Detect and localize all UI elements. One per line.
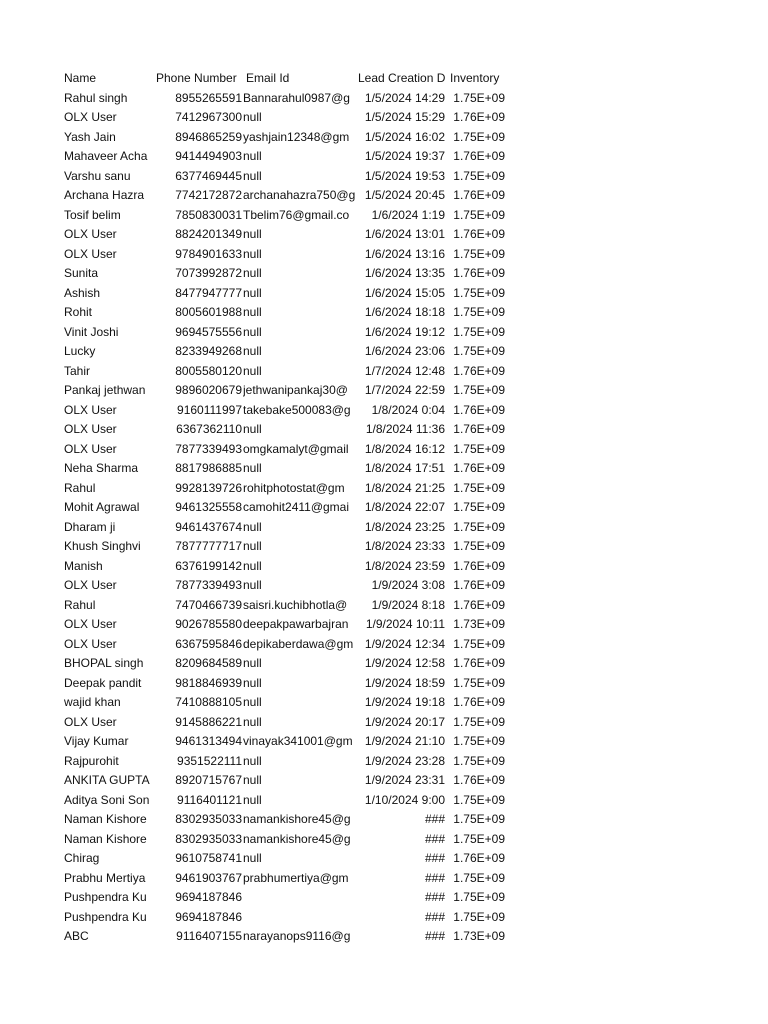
cell-lead-date[interactable]: 1/5/2024 19:37 bbox=[364, 149, 445, 163]
cell-phone[interactable]: 9461325558 bbox=[175, 500, 242, 514]
cell-name[interactable]: Manish bbox=[64, 558, 103, 573]
cell-inventory[interactable]: 1.75E+09 bbox=[453, 324, 505, 339]
cell-lead-date[interactable]: 1/9/2024 19:18 bbox=[364, 695, 445, 709]
cell-lead-date[interactable]: 1/8/2024 22:07 bbox=[364, 500, 445, 514]
cell-name[interactable]: OLX User bbox=[64, 246, 117, 261]
cell-phone[interactable]: 9160111997 bbox=[177, 402, 242, 417]
cell-lead-date[interactable]: 1/9/2024 10:11 bbox=[365, 617, 445, 631]
cell-lead-date[interactable]: ### bbox=[424, 870, 445, 885]
cell-email[interactable]: null bbox=[243, 422, 262, 436]
cell-phone[interactable]: 8477947777 bbox=[175, 285, 242, 300]
cell-lead-date[interactable]: 1/6/2024 13:16 bbox=[364, 246, 445, 261]
cell-inventory[interactable]: 1.76E+09 bbox=[453, 149, 505, 163]
cell-phone[interactable]: 8946865259 bbox=[175, 129, 242, 144]
cell-name[interactable]: Archana Hazra bbox=[64, 188, 145, 202]
cell-name[interactable]: Pushpendra Ku bbox=[64, 909, 147, 924]
cell-lead-date[interactable]: 1/9/2024 20:17 bbox=[364, 714, 445, 729]
cell-lead-date[interactable]: 1/8/2024 21:25 bbox=[364, 480, 445, 495]
cell-phone[interactable]: 9694575556 bbox=[175, 324, 242, 339]
cell-email[interactable]: null bbox=[243, 539, 262, 553]
cell-lead-date[interactable]: 1/8/2024 23:33 bbox=[364, 539, 445, 553]
cell-email[interactable]: namankishore45@g bbox=[243, 812, 351, 826]
cell-inventory[interactable]: 1.76E+09 bbox=[453, 422, 505, 436]
cell-phone[interactable]: 7877339493 bbox=[175, 578, 242, 592]
cell-name[interactable]: wajid khan bbox=[64, 695, 121, 709]
cell-inventory[interactable]: 1.75E+09 bbox=[453, 168, 505, 183]
cell-email[interactable]: null bbox=[243, 227, 262, 241]
cell-name[interactable]: Rahul bbox=[64, 480, 96, 495]
cell-inventory[interactable]: 1.76E+09 bbox=[453, 461, 505, 475]
cell-lead-date[interactable]: ### bbox=[424, 909, 445, 924]
cell-name[interactable]: OLX User bbox=[64, 714, 117, 729]
cell-email[interactable]: null bbox=[243, 266, 262, 280]
cell-phone[interactable]: 7410888105 bbox=[175, 695, 242, 709]
cell-lead-date[interactable]: 1/6/2024 15:05 bbox=[364, 285, 445, 300]
cell-phone[interactable]: 8005601988 bbox=[175, 305, 242, 319]
cell-lead-date[interactable]: ### bbox=[424, 851, 445, 865]
cell-email[interactable]: Tbelim76@gmail.co bbox=[243, 207, 350, 222]
cell-name[interactable]: Naman Kishore bbox=[64, 831, 147, 846]
cell-name[interactable]: Rohit bbox=[64, 305, 93, 319]
cell-inventory[interactable]: 1.76E+09 bbox=[453, 578, 505, 592]
cell-inventory[interactable]: 1.75E+09 bbox=[453, 90, 505, 105]
cell-inventory[interactable]: 1.75E+09 bbox=[453, 539, 505, 553]
cell-phone[interactable]: 6376199142 bbox=[175, 558, 242, 573]
cell-name[interactable]: Prabhu Mertiya bbox=[64, 870, 146, 885]
cell-lead-date[interactable]: 1/9/2024 12:58 bbox=[364, 656, 445, 670]
cell-email[interactable]: null bbox=[243, 344, 262, 358]
cell-email[interactable]: null bbox=[243, 656, 262, 670]
cell-name[interactable]: Lucky bbox=[64, 344, 96, 358]
cell-phone[interactable]: 9116401121 bbox=[177, 792, 242, 807]
cell-phone[interactable]: 6377469445 bbox=[175, 168, 242, 183]
cell-inventory[interactable]: 1.75E+09 bbox=[453, 831, 505, 846]
cell-email[interactable]: namankishore45@g bbox=[243, 831, 351, 846]
cell-name[interactable]: OLX User bbox=[64, 578, 117, 592]
cell-name[interactable]: Varshu sanu bbox=[64, 168, 131, 183]
cell-phone[interactable]: 9928139726 bbox=[175, 480, 242, 495]
cell-lead-date[interactable]: 1/9/2024 12:34 bbox=[364, 636, 445, 651]
cell-phone[interactable]: 9461313494 bbox=[175, 734, 242, 748]
cell-name[interactable]: OLX User bbox=[64, 422, 117, 436]
cell-phone[interactable]: 8824201349 bbox=[175, 227, 242, 241]
cell-inventory[interactable]: 1.75E+09 bbox=[453, 792, 505, 807]
cell-lead-date[interactable]: 1/6/2024 23:06 bbox=[364, 344, 445, 358]
cell-lead-date[interactable]: 1/6/2024 19:12 bbox=[364, 324, 445, 339]
cell-phone[interactable]: 9145886221 bbox=[175, 714, 242, 729]
cell-phone[interactable]: 9818846939 bbox=[175, 675, 242, 690]
cell-phone[interactable]: 9116407155 bbox=[176, 929, 242, 943]
cell-inventory[interactable]: 1.75E+09 bbox=[453, 285, 505, 300]
cell-phone[interactable]: 8955265591 bbox=[175, 90, 242, 105]
cell-lead-date[interactable]: 1/6/2024 18:18 bbox=[364, 305, 445, 319]
cell-lead-date[interactable]: 1/7/2024 12:48 bbox=[364, 363, 445, 378]
cell-phone[interactable]: 7877339493 bbox=[175, 441, 242, 456]
cell-lead-date[interactable]: 1/6/2024 13:35 bbox=[364, 266, 445, 280]
cell-inventory[interactable]: 1.75E+09 bbox=[453, 909, 505, 924]
cell-email[interactable]: rohitphotostat@gm bbox=[243, 480, 345, 495]
cell-inventory[interactable]: 1.75E+09 bbox=[453, 675, 505, 690]
cell-phone[interactable]: 9784901633 bbox=[175, 246, 242, 261]
cell-name[interactable]: OLX User bbox=[64, 441, 117, 456]
cell-phone[interactable]: 7877777717 bbox=[175, 539, 242, 553]
cell-inventory[interactable]: 1.76E+09 bbox=[453, 558, 505, 573]
cell-email[interactable]: takebake500083@g bbox=[243, 402, 351, 417]
cell-name[interactable]: Vijay Kumar bbox=[64, 734, 129, 748]
cell-email[interactable]: depikaberdawa@gm bbox=[243, 636, 354, 651]
cell-phone[interactable]: 6367362110 bbox=[176, 422, 242, 436]
cell-inventory[interactable]: 1.73E+09 bbox=[453, 929, 505, 943]
cell-email[interactable]: omgkamalyt@gmail bbox=[243, 441, 349, 456]
header-inventory[interactable]: Inventory bbox=[450, 71, 500, 85]
cell-email[interactable]: null bbox=[243, 578, 262, 592]
cell-phone[interactable]: 9461903767 bbox=[175, 870, 242, 885]
cell-lead-date[interactable]: 1/8/2024 11:36 bbox=[365, 422, 445, 436]
cell-email[interactable]: null bbox=[243, 558, 262, 573]
cell-inventory[interactable]: 1.75E+09 bbox=[453, 812, 505, 826]
cell-email[interactable]: null bbox=[243, 792, 262, 807]
cell-inventory[interactable]: 1.75E+09 bbox=[453, 753, 505, 768]
cell-lead-date[interactable]: ### bbox=[424, 929, 445, 943]
cell-inventory[interactable]: 1.75E+09 bbox=[453, 734, 505, 748]
cell-inventory[interactable]: 1.75E+09 bbox=[453, 383, 505, 397]
cell-inventory[interactable]: 1.75E+09 bbox=[453, 305, 505, 319]
cell-inventory[interactable]: 1.76E+09 bbox=[453, 773, 505, 787]
cell-phone[interactable]: 9896020679 bbox=[175, 383, 242, 397]
cell-phone[interactable]: 8233949268 bbox=[175, 344, 242, 358]
cell-phone[interactable]: 8920715767 bbox=[175, 773, 242, 787]
cell-lead-date[interactable]: 1/8/2024 23:25 bbox=[364, 519, 445, 534]
cell-email[interactable]: null bbox=[243, 675, 262, 690]
cell-inventory[interactable]: 1.76E+09 bbox=[453, 363, 505, 378]
cell-phone[interactable]: 8302935033 bbox=[175, 812, 242, 826]
cell-email[interactable]: vinayak341001@gm bbox=[243, 734, 353, 748]
cell-inventory[interactable]: 1.76E+09 bbox=[453, 402, 505, 417]
cell-lead-date[interactable]: 1/9/2024 3:08 bbox=[371, 578, 445, 592]
cell-name[interactable]: Pankaj jethwan bbox=[64, 383, 146, 397]
cell-phone[interactable]: 8302935033 bbox=[175, 831, 242, 846]
cell-email[interactable]: null bbox=[243, 305, 262, 319]
cell-email[interactable]: null bbox=[243, 246, 262, 261]
cell-inventory[interactable]: 1.75E+09 bbox=[453, 890, 505, 904]
header-name[interactable]: Name bbox=[64, 71, 97, 85]
cell-name[interactable]: Tosif belim bbox=[64, 207, 121, 222]
cell-lead-date[interactable]: 1/7/2024 22:59 bbox=[364, 383, 445, 397]
header-phone[interactable]: Phone Number bbox=[156, 71, 237, 85]
cell-email[interactable]: saisri.kuchibhotla@ bbox=[243, 597, 348, 612]
cell-phone[interactable]: 8209684589 bbox=[175, 656, 242, 670]
cell-lead-date[interactable]: 1/8/2024 16:12 bbox=[364, 441, 445, 456]
cell-lead-date[interactable]: 1/6/2024 13:01 bbox=[364, 227, 445, 241]
cell-phone[interactable]: 9461437674 bbox=[175, 519, 242, 534]
cell-email[interactable]: jethwanipankaj30@ bbox=[243, 383, 348, 397]
cell-name[interactable]: Naman Kishore bbox=[64, 812, 147, 826]
cell-phone[interactable]: 6367595846 bbox=[175, 636, 242, 651]
cell-name[interactable]: Mahaveer Acha bbox=[64, 149, 148, 163]
cell-phone[interactable]: 9351522111 bbox=[177, 753, 242, 768]
cell-name[interactable]: Mohit Agrawal bbox=[64, 500, 140, 514]
cell-lead-date[interactable]: 1/10/2024 9:00 bbox=[364, 792, 445, 807]
cell-phone[interactable]: 8817986885 bbox=[175, 461, 242, 475]
cell-name[interactable]: Vinit Joshi bbox=[64, 324, 119, 339]
cell-lead-date[interactable]: 1/8/2024 0:04 bbox=[371, 402, 445, 417]
cell-inventory[interactable]: 1.75E+09 bbox=[453, 344, 505, 358]
cell-lead-date[interactable]: ### bbox=[424, 831, 445, 846]
cell-inventory[interactable]: 1.75E+09 bbox=[453, 441, 505, 456]
cell-inventory[interactable]: 1.76E+09 bbox=[453, 851, 505, 865]
cell-email[interactable]: Bannarahul0987@g bbox=[243, 90, 350, 105]
cell-inventory[interactable]: 1.76E+09 bbox=[453, 597, 505, 612]
cell-lead-date[interactable]: 1/9/2024 23:31 bbox=[364, 773, 445, 787]
cell-name[interactable]: OLX User bbox=[64, 636, 117, 651]
cell-inventory[interactable]: 1.76E+09 bbox=[453, 695, 505, 709]
cell-phone[interactable]: 7073992872 bbox=[175, 266, 242, 280]
cell-email[interactable]: archanahazra750@g bbox=[243, 188, 356, 202]
cell-email[interactable]: narayanops9116@g bbox=[243, 929, 351, 943]
cell-phone[interactable]: 9610758741 bbox=[175, 851, 242, 865]
cell-inventory[interactable]: 1.75E+09 bbox=[453, 636, 505, 651]
cell-email[interactable]: null bbox=[243, 753, 262, 768]
cell-name[interactable]: OLX User bbox=[64, 110, 117, 124]
cell-lead-date[interactable]: ### bbox=[424, 812, 445, 826]
cell-name[interactable]: Pushpendra Ku bbox=[64, 890, 147, 904]
cell-email[interactable]: null bbox=[243, 110, 262, 124]
cell-inventory[interactable]: 1.76E+09 bbox=[453, 188, 505, 202]
cell-name[interactable]: Sunita bbox=[64, 266, 99, 280]
cell-phone[interactable]: 9414494903 bbox=[175, 149, 242, 163]
cell-email[interactable]: null bbox=[243, 519, 262, 534]
cell-lead-date[interactable]: 1/5/2024 16:02 bbox=[364, 129, 445, 144]
cell-email[interactable]: null bbox=[243, 695, 262, 709]
cell-phone[interactable]: 7742172872 bbox=[175, 188, 242, 202]
header-lead-date[interactable]: Lead Creation D bbox=[358, 71, 446, 85]
cell-name[interactable]: Rahul singh bbox=[64, 90, 128, 105]
cell-inventory[interactable]: 1.75E+09 bbox=[453, 519, 505, 534]
cell-name[interactable]: Neha Sharma bbox=[64, 461, 139, 475]
cell-name[interactable]: Khush Singhvi bbox=[64, 539, 141, 553]
cell-name[interactable]: OLX User bbox=[64, 617, 117, 631]
cell-inventory[interactable]: 1.75E+09 bbox=[453, 714, 505, 729]
cell-lead-date[interactable]: 1/6/2024 1:19 bbox=[371, 207, 445, 222]
cell-email[interactable]: null bbox=[243, 851, 262, 865]
cell-phone[interactable]: 9694187846 bbox=[175, 909, 242, 924]
header-email[interactable]: Email Id bbox=[246, 71, 290, 85]
cell-phone[interactable]: 9694187846 bbox=[175, 890, 242, 904]
cell-phone[interactable]: 9026785580 bbox=[175, 617, 242, 631]
cell-name[interactable]: ANKITA GUPTA bbox=[64, 773, 150, 787]
cell-email[interactable]: null bbox=[243, 168, 262, 183]
cell-inventory[interactable]: 1.75E+09 bbox=[453, 480, 505, 495]
cell-email[interactable]: null bbox=[243, 461, 262, 475]
cell-email[interactable]: null bbox=[243, 714, 262, 729]
cell-name[interactable]: Ashish bbox=[64, 285, 101, 300]
cell-name[interactable]: Chirag bbox=[64, 851, 100, 865]
cell-phone[interactable]: 8005580120 bbox=[175, 363, 242, 378]
cell-name[interactable]: Yash Jain bbox=[64, 129, 116, 144]
cell-email[interactable]: yashjain12348@gm bbox=[243, 129, 350, 144]
cell-inventory[interactable]: 1.76E+09 bbox=[453, 110, 505, 124]
cell-name[interactable]: Rajpurohit bbox=[64, 753, 119, 768]
cell-lead-date[interactable]: 1/5/2024 19:53 bbox=[364, 168, 445, 183]
cell-lead-date[interactable]: ### bbox=[424, 890, 445, 904]
cell-inventory[interactable]: 1.75E+09 bbox=[453, 500, 505, 514]
cell-inventory[interactable]: 1.75E+09 bbox=[453, 246, 505, 261]
cell-email[interactable]: deepakpawarbajran bbox=[243, 617, 349, 631]
cell-lead-date[interactable]: 1/9/2024 21:10 bbox=[364, 734, 445, 748]
cell-lead-date[interactable]: 1/9/2024 18:59 bbox=[364, 675, 445, 690]
cell-inventory[interactable]: 1.75E+09 bbox=[453, 129, 505, 144]
cell-name[interactable]: Rahul bbox=[64, 597, 96, 612]
cell-lead-date[interactable]: 1/8/2024 23:59 bbox=[364, 558, 445, 573]
cell-name[interactable]: OLX User bbox=[64, 402, 117, 417]
cell-email[interactable]: prabhumertiya@gm bbox=[243, 870, 349, 885]
cell-inventory[interactable]: 1.73E+09 bbox=[453, 617, 505, 631]
cell-inventory[interactable]: 1.76E+09 bbox=[453, 656, 505, 670]
cell-lead-date[interactable]: 1/5/2024 20:45 bbox=[364, 188, 445, 202]
cell-name[interactable]: Aditya Soni Son bbox=[64, 792, 150, 807]
cell-inventory[interactable]: 1.75E+09 bbox=[453, 207, 505, 222]
cell-name[interactable]: Deepak pandit bbox=[64, 675, 142, 690]
cell-lead-date[interactable]: 1/9/2024 23:28 bbox=[364, 753, 445, 768]
cell-email[interactable]: null bbox=[243, 324, 262, 339]
cell-name[interactable]: Tahir bbox=[64, 363, 91, 378]
cell-name[interactable]: BHOPAL singh bbox=[64, 656, 144, 670]
cell-email[interactable]: camohit2411@gmai bbox=[243, 500, 350, 514]
cell-inventory[interactable]: 1.76E+09 bbox=[453, 266, 505, 280]
cell-lead-date[interactable]: 1/9/2024 8:18 bbox=[371, 597, 445, 612]
cell-name[interactable]: Dharam ji bbox=[64, 519, 116, 534]
cell-inventory[interactable]: 1.76E+09 bbox=[453, 227, 505, 241]
cell-phone[interactable]: 7470466739 bbox=[175, 597, 242, 612]
cell-lead-date[interactable]: 1/5/2024 15:29 bbox=[364, 110, 445, 124]
cell-lead-date[interactable]: 1/8/2024 17:51 bbox=[364, 461, 445, 475]
cell-phone[interactable]: 7412967300 bbox=[175, 110, 242, 124]
cell-inventory[interactable]: 1.75E+09 bbox=[453, 870, 505, 885]
cell-email[interactable]: null bbox=[243, 773, 262, 787]
cell-name[interactable]: ABC bbox=[64, 929, 89, 943]
cell-email[interactable]: null bbox=[243, 285, 262, 300]
cell-email[interactable]: null bbox=[243, 149, 262, 163]
cell-email[interactable]: null bbox=[243, 363, 262, 378]
cell-name[interactable]: OLX User bbox=[64, 227, 117, 241]
cell-phone[interactable]: 7850830031 bbox=[175, 207, 242, 222]
cell-lead-date[interactable]: 1/5/2024 14:29 bbox=[364, 90, 445, 105]
